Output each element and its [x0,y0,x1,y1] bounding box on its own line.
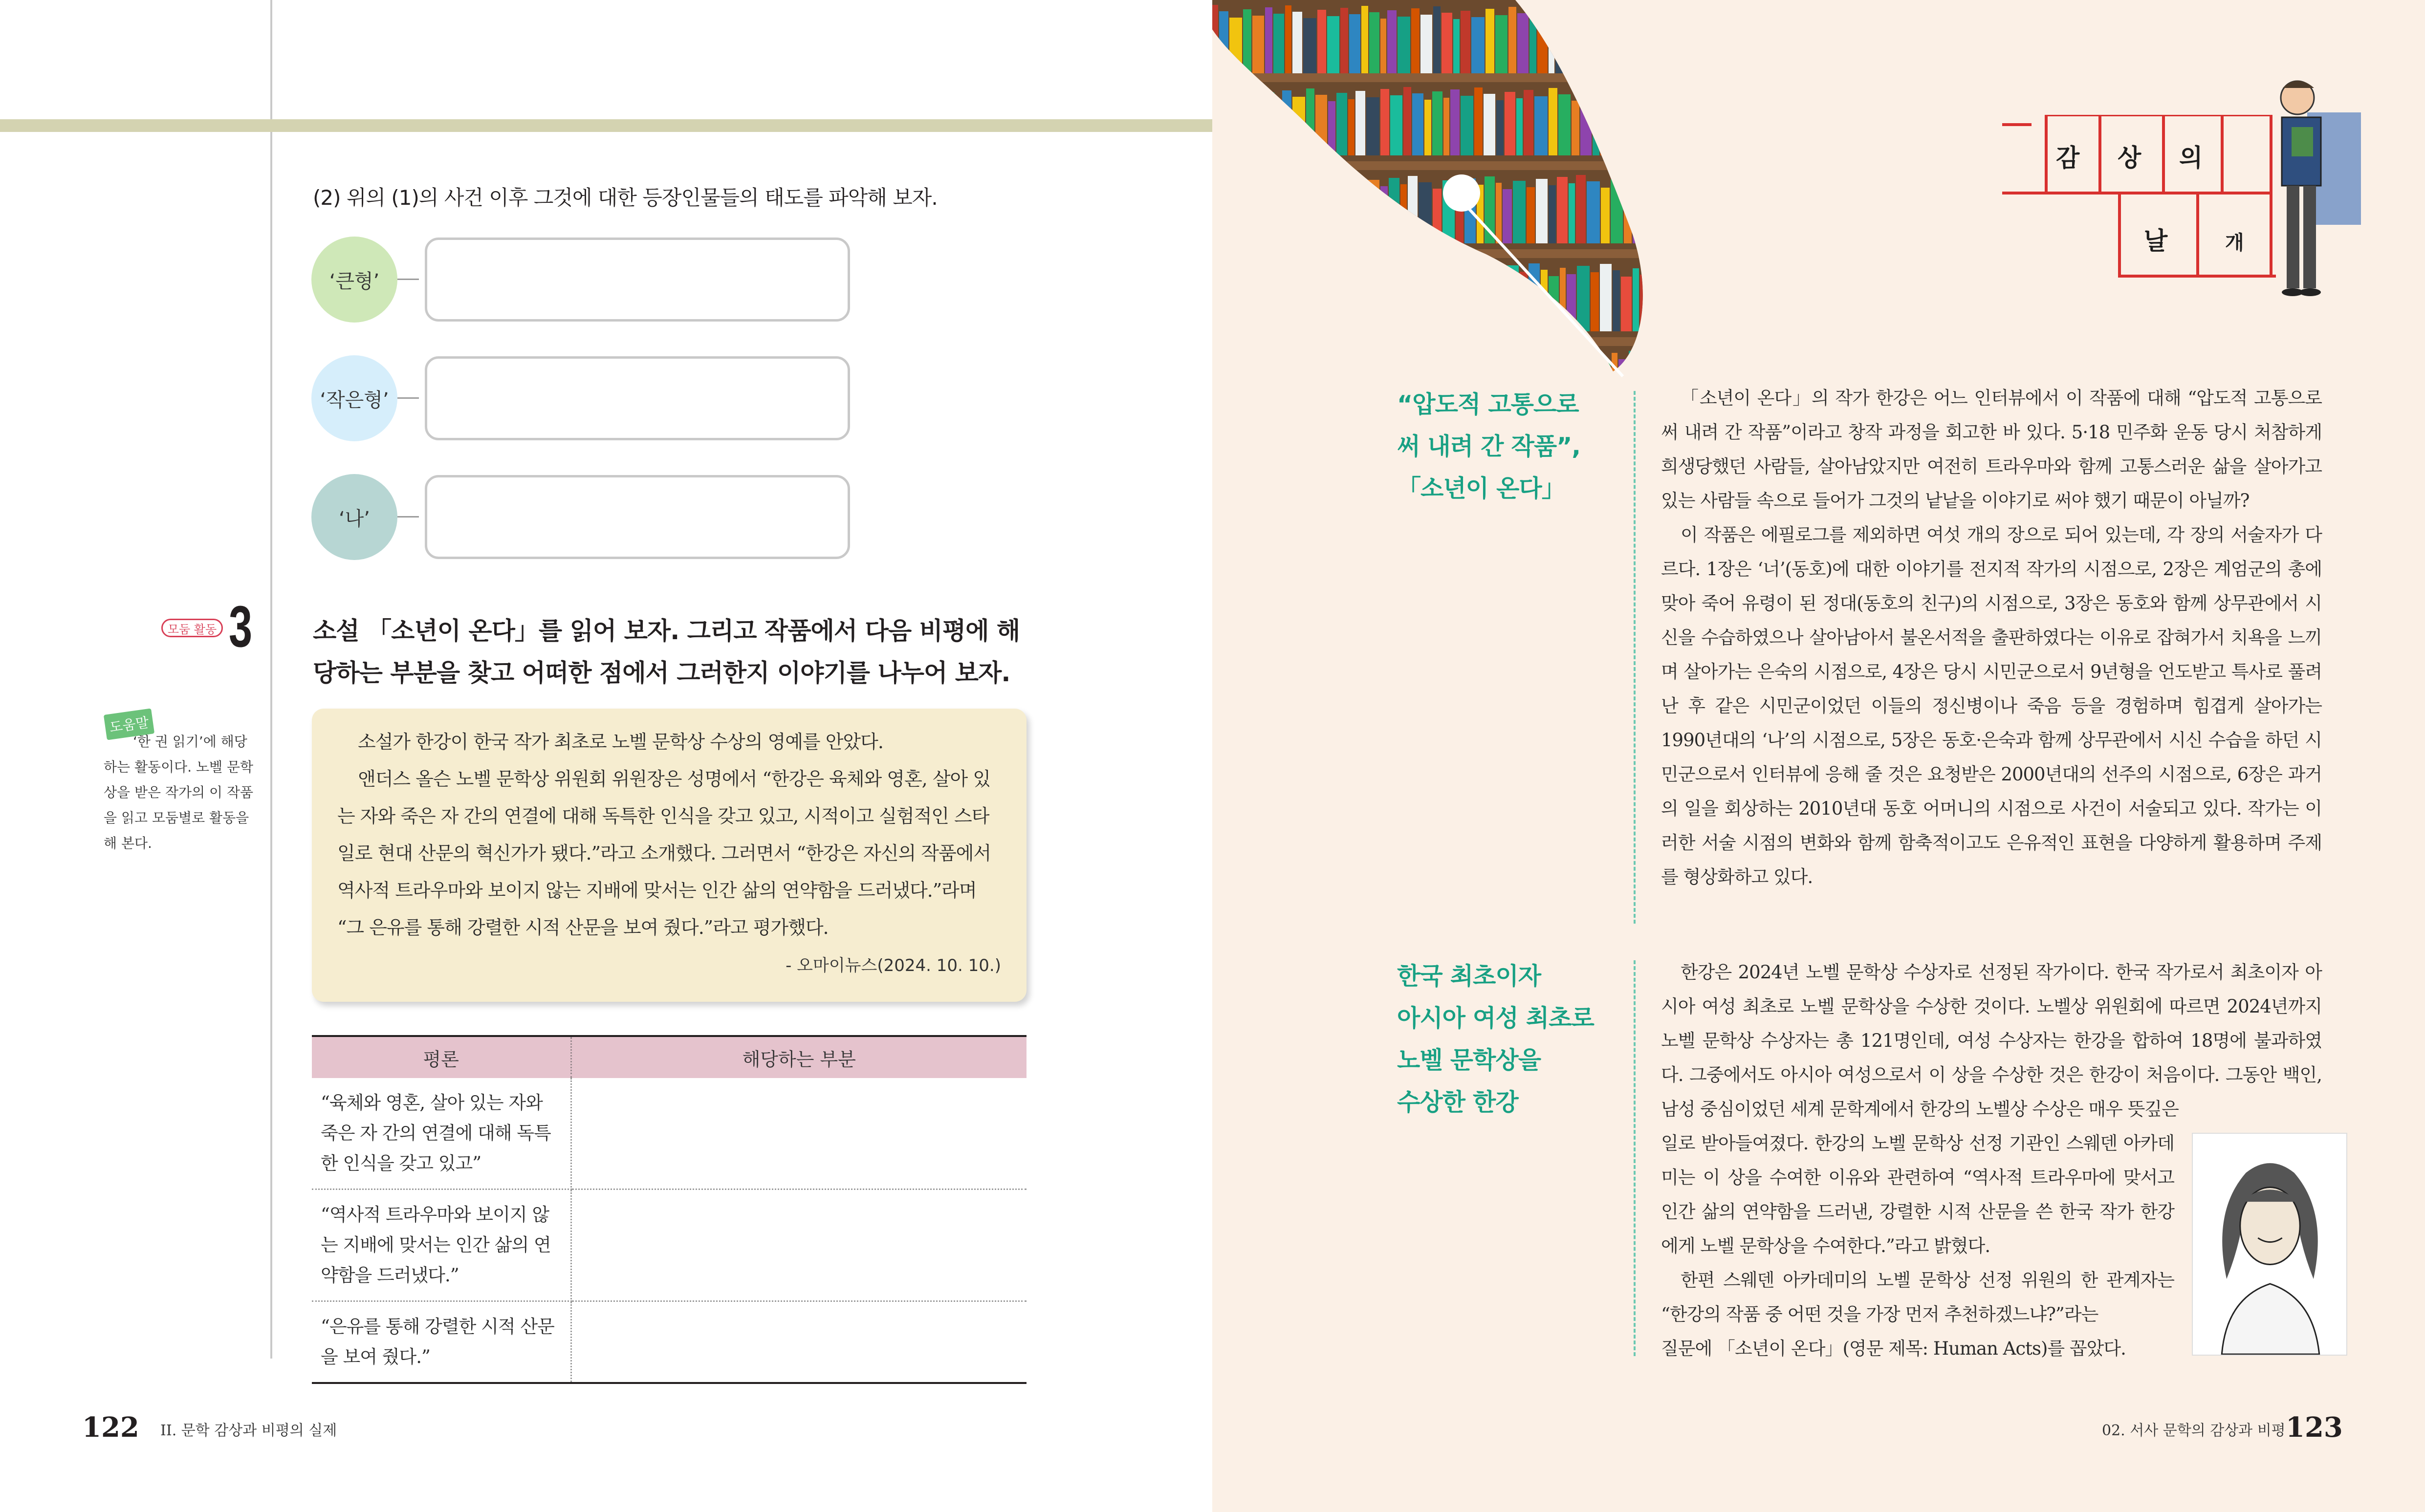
table-cell-answer[interactable] [571,1189,1027,1301]
table-row [312,1189,1027,1301]
answer-box-me[interactable] [425,475,850,559]
quote-paragraph: 소설가 한강이 한국 작가 최초로 노벨 문학상 수상의 영예를 안았다. [358,731,883,753]
help-text-content: ‘한 권 읽기’에 해당하는 활동이다. 노벨 문학상을 받은 작가의 이 작품을 읽고 모둠별로 활동을 해 본다. [104,734,254,851]
body-paragraph: 한편 스웨덴 아카데미의 노벨 문학상 선정 위원의 한 관계자는 “한강의 작품 중 어떤 것을 가장 먼저 추천하겠느냐?”라는 [1661,1270,2174,1325]
title-char: 의 [2179,144,2203,172]
section-1-heading [1397,384,1580,510]
question-3-number: 3 [229,594,253,659]
connector-line [397,397,419,399]
connector-line [397,279,419,280]
heading-line: 한국 최초이자 [1397,962,1541,990]
section-2-divider [1634,960,1636,1356]
group-activity-tag: 모둠 활동 [161,619,223,637]
heading-line: 써 내려 간 작품”, [1397,432,1580,460]
quote-box [312,709,1027,1002]
role-row-me [311,474,1030,560]
question-2-text: (2) 위의 (1)의 사건 이후 그것에 대한 등장인물들의 태도를 파악해 보자. [313,186,938,210]
section-1-divider [1634,391,1636,924]
help-label: 도움말 [104,708,154,740]
reader-illustration [2263,73,2366,308]
body-paragraph: 한강은 2024년 노벨 문학상 수상자로 선정된 작가이다. 한국 작가로서 최초이자 아시아 여성 최초로 노벨 문학상을 수상한 것이다. 노벨상 위원회에 따르면 2024년까지 노벨 문학상 수상자는 총 121명인데, 여성 수상자는 한강을 합하여 18명에 불과하였다. 그중에서도 아시아 여성으로서 이 상을 수상한 것은 한강이 처음이다. 그동안 백인, 남성 중심이었던 세계 문학계에서 한강의 노벨상 수상은 매우 뜻깊은 [1661,962,2322,1120]
page-number-right: 123 [2286,1411,2343,1444]
table-header-criticism: 평론 [312,1036,571,1078]
section-title [2002,115,2276,288]
answer-box-big-brother[interactable] [425,238,850,322]
question-3-text: 소설 「소년이 온다」를 읽어 보자. 그리고 작품에서 다음 비평에 해당하는 부분을 찾고 어떠한 점에서 그러한지 이야기를 나누어 보자. [313,617,1020,687]
section-2-body-narrow [1661,1126,2174,1332]
table-cell-criticism: “육체와 영혼, 살아 있는 자와 죽은 자 간의 연결에 대해 독특한 인식을 갖고 있고” [312,1078,571,1189]
heading-line: 아시아 여성 최초로 [1397,1004,1594,1032]
table-row [312,1301,1027,1383]
table-cell-answer[interactable] [571,1078,1027,1189]
left-page [0,0,1212,1512]
quote-paragraph: 앤더스 올슨 노벨 문학상 위원회 위원장은 성명에서 “한강은 육체와 영혼, 살아 있는 자와 죽은 자 간의 연결에 대해 독특한 인식을 갖고 있고, 시적이고 실험적인 스타일로 현대 산문의 혁신가가 됐다.”라고 소개했다. 그러면서 “한강은 자신의 작품에서 역사적 트라우마와 보이지 않는 지배에 맞서는 인간 삶의 연약함을 드러냈다.”라며 “그 은유를 통해 강렬한 시적 산문을 보여 줬다.”라고 평가했다. [337,768,991,938]
title-char: 날 [2144,227,2168,255]
body-paragraph: 질문에 「소년이 온다」(영문 제목: Human Acts)를 꼽았다. [1661,1338,2126,1359]
title-char: 상 [2118,144,2141,172]
table-row [312,1078,1027,1189]
role-label-big-brother: ‘큰형’ [311,237,397,323]
table-cell-criticism: “역사적 트라우마와 보이지 않는 지배에 맞서는 인간 삶의 연약함을 드러냈다.” [312,1189,571,1301]
body-paragraph: 이 작품은 에필로그를 제외하면 여섯 개의 장으로 되어 있는데, 각 장의 서술자가 다르다. 1장은 ‘너’(동호)에 대한 이야기를 전지적 작가의 시점으로, 2장은 계엄군의 총에 맞아 죽어 유령이 된 정대(동호의 친구)의 시점으로, 3장은 동호와 함께 상무관에서 시신을 수습하였으나 살아남아서 불온서적을 출판하였다는 이유로 잡혀가서 치욕을 느끼며 살아가는 은숙의 시점으로, 4장은 당시 시민군으로서 9년형을 언도받고 특사로 풀려난 후 같은 시민군이었던 이들의 정신병이나 죽음 등을 경험하며 힘겹게 살아가는 1990년대의 ‘나’의 시점으로, 5장은 동호·은숙과 함께 상무관에서 시신 수습을 하던 시민군으로서 인터뷰에 응해 줄 것은 요청받은 2000년대의 선주의 시점으로, 6장은 과거의 일을 회상하는 2010년대 동호 어머니의 시점으로 사건이 서술되고 있다. 작가는 이러한 서술 시점의 변화와 함께 함축적이고도 은유적인 표현을 다양하게 활용하며 주제를 형상화하고 있다. [1661,524,2322,887]
footer-right: 02. 서사 문학의 감상과 비평 [2102,1422,2286,1439]
help-text [104,729,255,856]
heading-line: 노벨 문학상을 [1397,1046,1541,1074]
bookshelf-feather-illustration [1212,0,1652,381]
margin-line [270,0,272,1359]
han-kang-portrait [2192,1133,2347,1356]
table-header-part: 해당하는 부분 [571,1036,1027,1078]
header-bar [0,119,1212,132]
section-2-heading [1397,955,1594,1123]
role-label-me: ‘나’ [311,474,397,560]
table-cell-answer[interactable] [571,1301,1027,1383]
footer-left: II. 문학 감상과 비평의 실제 [160,1422,337,1439]
body-paragraph: 「소년이 온다」의 작가 한강은 어느 인터뷰에서 이 작품에 대해 “압도적 고통으로 써 내려 간 작품”이라고 창작 과정을 회고한 바 있다. 5·18 민주화 운동 당시 처참하게 희생당했던 사람들, 살아남았지만 여전히 트라우마와 함께 고통스러운 삶을 살아가고 있는 사람들 속으로 들어가 그것의 낱낱을 이야기로 써야 했기 때문이 아닐까? [1661,388,2322,511]
role-row-big-brother [311,237,1030,323]
table-cell-criticism: “은유를 통해 강렬한 시적 산문을 보여 줬다.” [312,1301,571,1383]
heading-line: 「소년이 온다」 [1397,475,1565,502]
criticism-table [312,1035,1027,1384]
heading-line: “압도적 고통으로 [1397,390,1579,418]
role-label-small-brother: ‘작은형’ [311,355,397,441]
page-number-left: 122 [82,1411,139,1444]
title-char: 감 [2056,144,2080,172]
section-2-body-wide [1661,955,2322,1126]
quote-source: - 오마이뉴스(2024. 10. 10.) [786,956,1001,975]
answer-box-small-brother[interactable] [425,356,850,440]
role-row-small-brother [311,355,1030,441]
heading-line: 수상한 한강 [1397,1088,1518,1116]
title-char: 개 [2225,232,2244,254]
connector-line [397,516,419,518]
body-paragraph: 일로 받아들여졌다. 한강의 노벨 문학상 선정 기관인 스웨덴 아카데미는 이 상을 수여한 이유와 관련하여 “역사적 트라우마에 맞서고 인간 삶의 연약함을 드러낸, 강렬한 시적 산문을 쓴 한국 작가 한강에게 노벨 문학상을 수여한다.”라고 밝혔다. [1661,1133,2174,1256]
section-1-body [1661,381,2322,894]
